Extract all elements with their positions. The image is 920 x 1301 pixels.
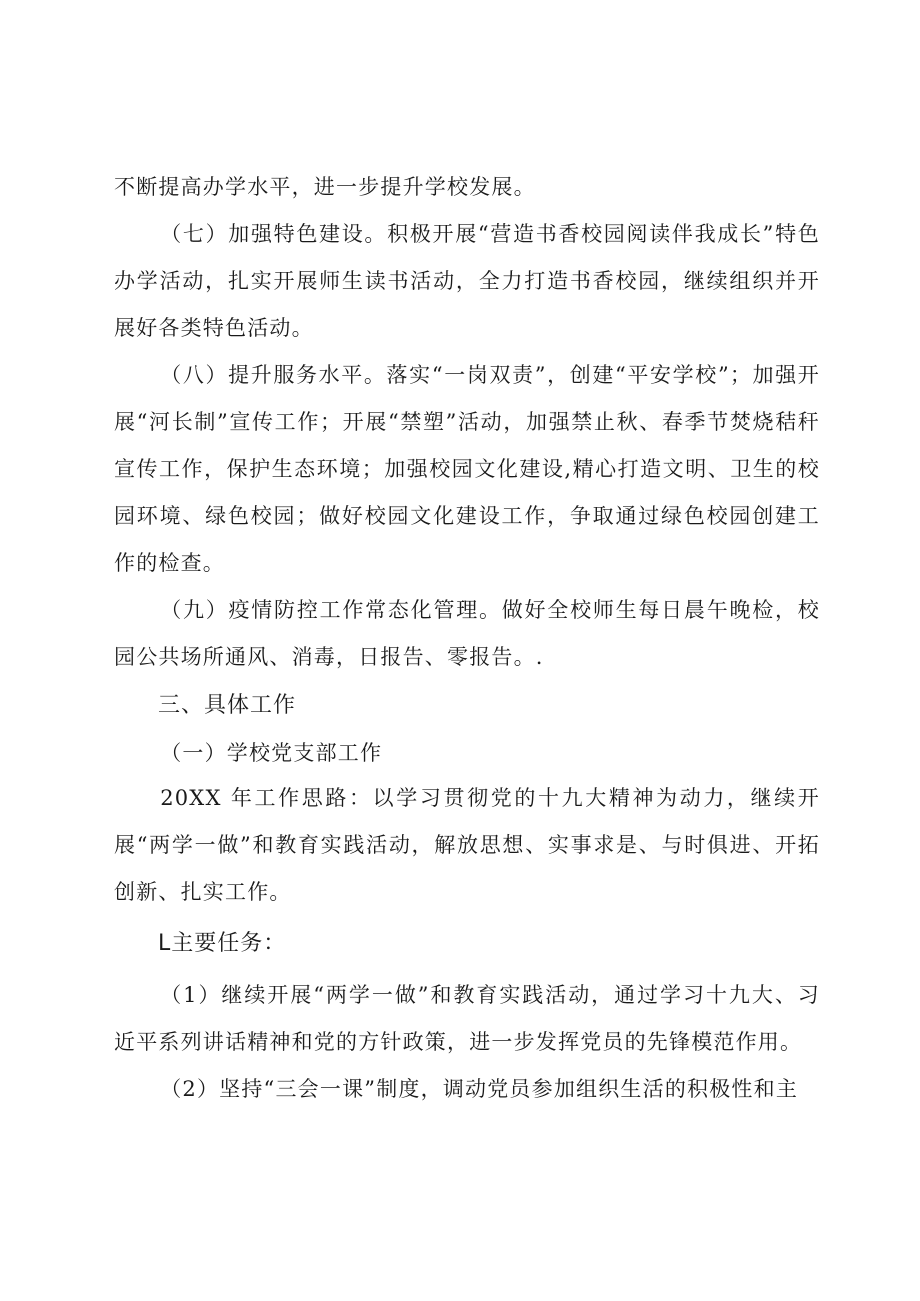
paragraph-task-2: （2）坚持“三会一课”制度，调动党员参加组织生活的积极性和主 xyxy=(160,1077,799,1101)
document-body xyxy=(114,164,820,1113)
paragraph-task-1: （1）继续开展“两学一做”和教育实践活动，通过学习十九大、习近平系列讲话精神和党的方针政策，进一步发挥党员的先锋模范作用。 xyxy=(114,983,820,1054)
paragraph-continuation: 不断提高办学水平，进一步提升学校发展。 xyxy=(114,175,536,199)
section-heading: 三、具体工作 xyxy=(158,693,297,718)
paragraph-work-plan: 20XX 年工作思路：以学习贯彻党的十九大精神为动力，继续开展“两学一做”和教育实践活动，解放思想、实事求是、与时俱进、开拓创新、扎实工作。 xyxy=(114,786,820,904)
paragraph-item-8: （八）提升服务水平。落实“一岗双责”，创建“平安学校”；加强开展“河长制”宣传工作；开展“禁塑”活动，加强禁止秋、春季节焚烧秸秆宣传工作，保护生态环境；加强校园文化建设,精心打造文明、卫生的校园环境、绿色校园；做好校园文化建设工作，争取通过绿色校园创建工作的检查。 xyxy=(114,363,820,575)
main-tasks-heading: L主要任务： xyxy=(158,931,287,956)
paragraph-item-9: （九）疫情防控工作常态化管理。做好全校师生每日晨午晚检，校园公共场所通风、消毒，日报告、零报告。. xyxy=(114,598,820,669)
subsection-heading: （一）学校党支部工作 xyxy=(160,741,383,765)
paragraph-item-7: （七）加强特色建设。积极开展“营造书香校园阅读伴我成长”特色办学活动，扎实开展师生读书活动，全力打造书香校园，继续组织并开展好各类特色活动。 xyxy=(114,222,820,340)
